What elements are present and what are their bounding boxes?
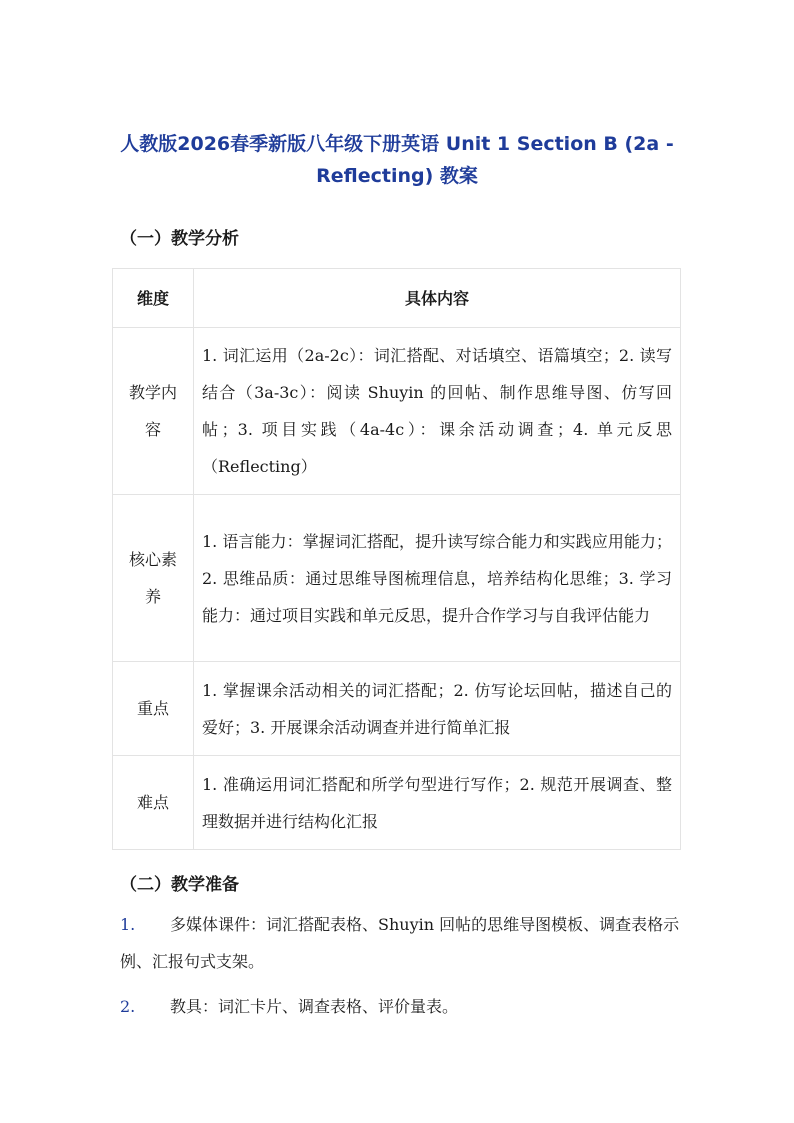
analysis-table	[112, 268, 681, 850]
prep-item-2	[120, 988, 680, 1025]
table-row	[113, 495, 681, 662]
title-line-2: Reflecting) 教案	[316, 165, 478, 187]
row-dimension: 难点	[113, 756, 194, 850]
table-row	[113, 756, 681, 850]
header-dimension: 维度	[113, 269, 194, 328]
table-row	[113, 662, 681, 756]
section-heading-preparation: （二）教学准备	[120, 875, 239, 895]
header-content: 具体内容	[194, 269, 681, 328]
title-line-1: 人教版2026春季新版八年级下册英语 Unit 1 Section B (2a -	[120, 133, 674, 155]
section-heading-analysis: （一）教学分析	[120, 229, 239, 249]
row-content: 1. 准确运用词汇搭配和所学句型进行写作；2. 规范开展调查、整理数据并进行结构化汇报	[194, 756, 681, 850]
prep-item-number: 2.	[120, 997, 136, 1016]
table-header-row	[113, 269, 681, 328]
prep-item-text: 多媒体课件：词汇搭配表格、Shuyin 回帖的思维导图模板、调查表格示例、汇报句式支架。	[120, 915, 680, 971]
row-content: 1. 掌握课余活动相关的词汇搭配；2. 仿写论坛回帖，描述自己的爱好；3. 开展课余活动调查并进行简单汇报	[194, 662, 681, 756]
row-dimension: 重点	[113, 662, 194, 756]
prep-item-number: 1.	[120, 915, 136, 934]
prep-item-text: 教具：词汇卡片、调查表格、评价量表。	[170, 997, 459, 1016]
row-dimension: 核心素养	[113, 495, 194, 662]
row-content: 1. 语言能力：掌握词汇搭配，提升读写综合能力和实践应用能力；2. 思维品质：通过思维导图梳理信息，培养结构化思维；3. 学习能力：通过项目实践和单元反思，提升合作学习与自我评估能力	[194, 495, 681, 662]
document-title	[112, 128, 682, 192]
row-content: 1. 词汇运用（2a-2c）：词汇搭配、对话填空、语篇填空；2. 读写结合（3a-3c）：阅读 Shuyin 的回帖、制作思维导图、仿写回帖；3. 项目实践（4a-4c）：课余活动调查；4. 单元反思（Reflecting）	[194, 328, 681, 495]
table-row	[113, 328, 681, 495]
prep-item-1	[120, 906, 680, 980]
row-dimension: 教学内容	[113, 328, 194, 495]
